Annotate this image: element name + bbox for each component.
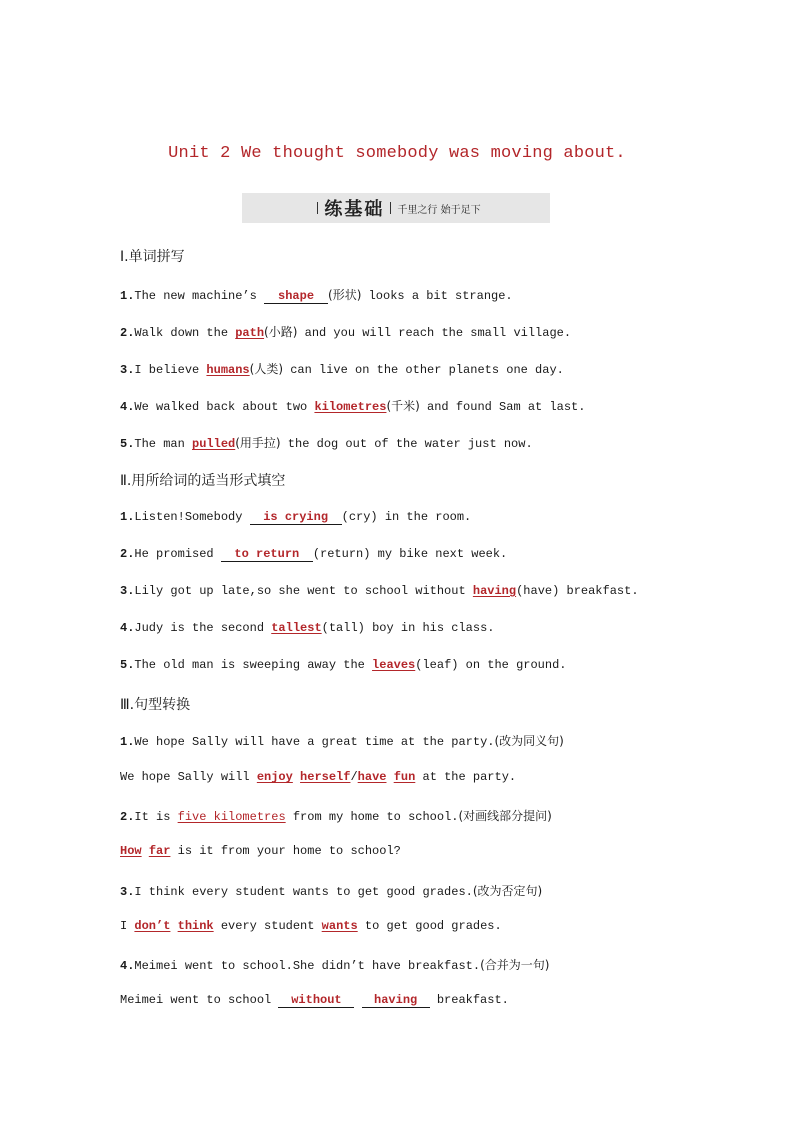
item-number: 2. <box>120 547 135 561</box>
hint: (人类) <box>249 362 284 376</box>
item-number: 3. <box>120 885 135 899</box>
item-text: I <box>120 919 135 933</box>
item-text: We hope Sally will <box>120 770 257 784</box>
instruction: (对画线部分提问) <box>458 809 552 823</box>
item-text: Meimei went to school.She didn’t have breakfast. <box>134 959 481 973</box>
answer[interactable]: tallest <box>271 621 322 635</box>
answer-line <box>120 993 509 1008</box>
item-text: (return) my bike next week. <box>312 547 508 561</box>
exercise-line <box>120 323 571 340</box>
item-number: 4. <box>120 959 135 973</box>
answer-blank[interactable]: shape <box>264 290 328 304</box>
item-text: and found Sam at last. <box>419 400 586 414</box>
answer[interactable]: herself <box>300 770 351 784</box>
item-text: to get good grades. <box>357 919 502 933</box>
item-text: (have) breakfast. <box>516 584 639 598</box>
answer[interactable]: having <box>472 584 517 598</box>
answer-line <box>120 919 502 933</box>
exercise-line <box>120 397 585 414</box>
answer-blank[interactable]: is crying <box>250 511 342 525</box>
item-text: and you will reach the small village. <box>297 326 572 340</box>
item-text: Listen!Somebody <box>134 510 250 524</box>
item-text: looks a bit strange. <box>361 289 513 303</box>
section-heading-1: Ⅰ.单词拼写 <box>120 249 185 265</box>
item-number: 1. <box>120 510 135 524</box>
answer-blank[interactable]: having <box>362 994 430 1008</box>
instruction: (改为同义句) <box>494 734 564 748</box>
exercise-line <box>120 658 567 672</box>
item-number: 5. <box>120 658 135 672</box>
answer[interactable]: don’t <box>134 919 171 933</box>
item-text: He promised <box>134 547 221 561</box>
answer[interactable]: enjoy <box>256 770 293 784</box>
banner-sub-label: 千里之行 始于足下 <box>397 204 481 216</box>
underlined-phrase: five kilometres <box>177 810 286 824</box>
answer[interactable]: fun <box>393 770 416 784</box>
item-text: Walk down the <box>134 326 236 340</box>
item-text: breakfast. <box>429 993 509 1007</box>
item-text: every student <box>213 919 322 933</box>
question-line <box>120 807 552 824</box>
exercise-line <box>120 434 533 451</box>
exercise-line <box>120 621 494 635</box>
exercise-line <box>120 360 564 377</box>
answer[interactable]: How <box>120 844 142 858</box>
question-line <box>120 732 564 749</box>
exercise-line <box>120 584 639 598</box>
exercise-line <box>120 286 513 304</box>
section-heading-3: Ⅲ.句型转换 <box>120 697 191 713</box>
answer[interactable]: have <box>357 770 387 784</box>
item-number: 3. <box>120 584 135 598</box>
item-number: 3. <box>120 363 135 377</box>
answer[interactable]: wants <box>321 919 358 933</box>
section-banner <box>242 193 550 223</box>
item-number: 1. <box>120 735 135 749</box>
banner-divider-right <box>390 202 391 214</box>
answer[interactable]: path <box>235 326 265 340</box>
separator: / <box>350 770 358 784</box>
answer[interactable]: think <box>177 919 214 933</box>
item-text: (tall) boy in his class. <box>321 621 495 635</box>
question-line <box>120 882 542 899</box>
item-text: I think every student wants to get good grades. <box>134 885 473 899</box>
hint: (形状) <box>328 288 362 302</box>
banner-main-label: 练基础 <box>324 199 385 220</box>
item-text: The man <box>134 437 193 451</box>
item-text: Judy is the second <box>134 621 272 635</box>
hint: (千米) <box>386 399 420 413</box>
item-text: We hope Sally will have a great time at the party. <box>134 735 495 749</box>
item-number: 1. <box>120 289 135 303</box>
banner-divider-left <box>317 202 318 214</box>
answer[interactable]: leaves <box>372 658 416 672</box>
answer[interactable]: kilometres <box>314 400 387 414</box>
hint: (用手拉) <box>235 436 281 450</box>
answer-line <box>120 844 401 858</box>
item-text: The new machine’s <box>134 289 265 303</box>
item-text: Lily got up late,so she went to school without <box>134 584 473 598</box>
answer[interactable]: pulled <box>192 437 236 451</box>
answer-line <box>120 770 516 784</box>
page-title: Unit 2 We thought somebody was moving about. <box>168 144 626 163</box>
hint: (小路) <box>264 325 298 339</box>
answer-blank[interactable]: without <box>278 994 354 1008</box>
answer[interactable]: far <box>148 844 171 858</box>
instruction: (合并为一句) <box>480 958 550 972</box>
item-text: Meimei went to school <box>120 993 279 1007</box>
item-text: I believe <box>134 363 207 377</box>
item-text: It is <box>134 810 178 824</box>
item-text: (leaf) on the ground. <box>415 658 567 672</box>
section-heading-2: Ⅱ.用所给词的适当形式填空 <box>120 473 286 489</box>
item-text: the dog out of the water just now. <box>280 437 533 451</box>
item-text: can live on the other planets one day. <box>283 363 564 377</box>
item-number: 4. <box>120 400 135 414</box>
item-text: We walked back about two <box>134 400 315 414</box>
question-line <box>120 956 549 973</box>
item-number: 4. <box>120 621 135 635</box>
item-number: 2. <box>120 326 135 340</box>
answer-blank[interactable]: to return <box>221 548 313 562</box>
item-number: 5. <box>120 437 135 451</box>
exercise-line <box>120 510 471 525</box>
item-text: (cry) in the room. <box>341 510 472 524</box>
exercise-line <box>120 547 507 562</box>
item-number: 2. <box>120 810 135 824</box>
item-text: The old man is sweeping away the <box>134 658 373 672</box>
item-text: at the party. <box>415 770 517 784</box>
instruction: (改为否定句) <box>472 884 543 898</box>
answer[interactable]: humans <box>206 363 250 377</box>
item-text: from my home to school. <box>285 810 459 824</box>
item-text: is it from your home to school? <box>170 844 401 858</box>
